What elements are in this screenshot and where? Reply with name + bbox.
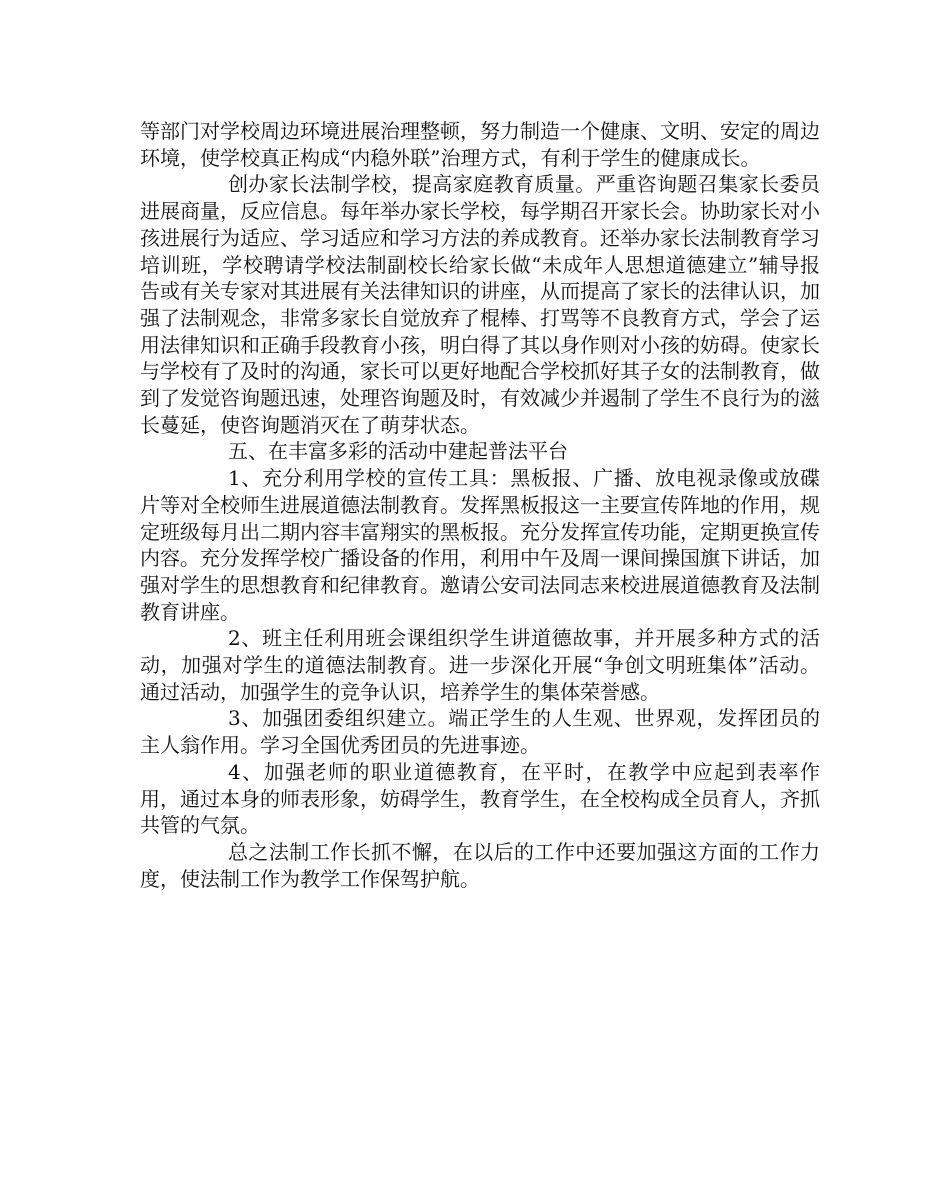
- paragraph-continuation: 等部门对学校周边环境进展治理整顿，努力制造一个健康、文明、安定的周边环境，使学校真正构成“内稳外联”治理方式，有利于学生的健康成长。: [140, 119, 820, 170]
- document-body: [140, 118, 820, 892]
- paragraph-conclusion: 总之法制工作长抓不懈，在以后的工作中还要加强这方面的工作力度，使法制工作为教学工作保驾护航。: [140, 839, 820, 891]
- paragraph-item-2: 2、班主任利用班会课组织学生讲道德故事，并开展多种方式的活动，加强对学生的道德法制教育。进一步深化开展“争创文明班集体”活动。通过活动，加强学生的竞争认识，培养学生的集体荣誉感。: [140, 626, 820, 704]
- paragraph-item-4: 4、加强老师的职业道德教育，在平时，在教学中应起到表率作用，通过本身的师表形象，妨碍学生，教育学生，在全校构成全员育人，齐抓共管的气氛。: [140, 759, 820, 838]
- paragraph-item-1: 1、充分利用学校的宣传工具：黑板报、广播、放电视录像或放碟片等对全校师生进展道德法制教育。发挥黑板报这一主要宣传阵地的作用，规定班级每月出二期内容丰富翔实的黑板报。充分发挥宣传功能，定期更换宣传内容。充分发挥学校广播设备的作用，利用中午及周一课间操国旗下讲话，加强对学生的思想教育和纪律教育。邀请公安司法同志来校进展道德教育及法制教育讲座。: [140, 466, 820, 624]
- paragraph-item-3: 3、加强团委组织建立。端正学生的人生观、世界观，发挥团员的主人翁作用。学习全国优秀团员的先进事迹。: [140, 706, 820, 758]
- paragraph-parent-school: 创办家长法制学校，提高家庭教育质量。严重咨询题召集家长委员进展商量，反应信息。每年举办家长学校，每学期召开家长会。协助家长对小孩进展行为适应、学习适应和学习方法的养成教育。还举办家长法制教育学习培训班，学校聘请学校法制副校长给家长做“未成年人思想道德建立”辅导报告或有关专家对其进展有关法律知识的讲座，从而提高了家长的法律认识，加强了法制观念，非常多家长自觉放弃了棍棒、打骂等不良教育方式，学会了运用法律知识和正确手段教育小孩，明白得了其以身作则对小孩的妨碍。使家长与学校有了及时的沟通，家长可以更好地配合学校抓好其子女的法制教育，做到了发觉咨询题迅速，处理咨询题及时，有效减少并遏制了学生不良行为的滋长蔓延，使咨询题消灭在了萌芽状态。: [140, 172, 820, 437]
- section-heading-five: 五、在丰富多彩的活动中建起普法平台: [228, 439, 568, 464]
